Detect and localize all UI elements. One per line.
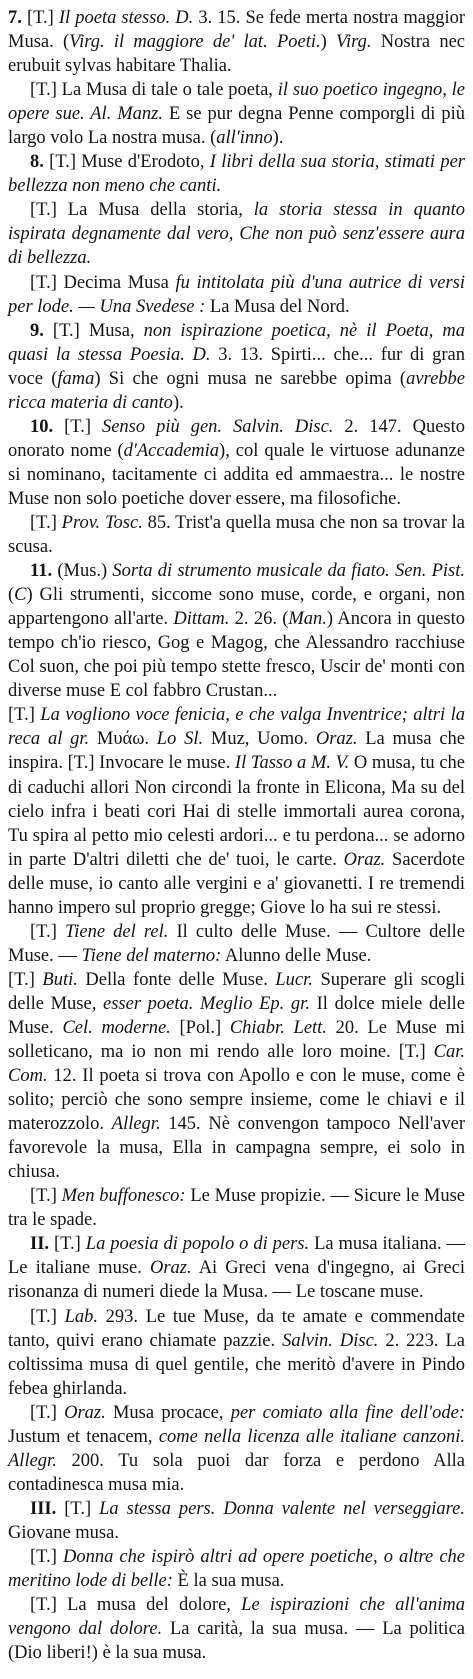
text-run: E se pur degna Penne comporgli di più largo volo La nostra musa. ( [8,104,465,149]
italic-text: non ispirazione poetica, nè il Poeta, ma quasi la stessa Poesia. D. [8,320,466,365]
dictionary-paragraph [8,1184,465,1232]
text-run: ( [8,585,15,606]
text-run: 145. Nè convengon tampoco Nell'aver favorevole la musa, Ella in campagna sempre, ei solo in chiusa. [8,1114,465,1183]
text-run: [T.] La Musa della storia, [30,200,254,221]
text-run: 3. 15. Se fede merta nostra maggior Musa. ( [8,8,465,53]
text-run: ) Gli strumenti, siccome sono muse, corde, e organi, non appartengono all'arte. [8,585,465,630]
italic-text: Tiene del materno: [81,945,222,966]
italic-text: come nella licenza alle italiane canzoni. Allegr. [8,1426,465,1471]
dictionary-paragraph [8,271,465,319]
text-run: Il culto delle Muse. — Cultore delle Muse. — [8,921,466,966]
dictionary-paragraph [8,198,465,270]
text-run: [T.] La musa del dolore, [30,1595,242,1616]
text-run: [T.] [53,1234,86,1255]
text-run: 2. 147. Questo onorato nome ( [8,416,466,461]
dictionary-paragraph [8,1545,465,1593]
italic-text: Car. Com. [8,1042,465,1087]
italic-text: La vogliono voce fenicia, e che valga Inventrice; altri la reca al gr. [8,705,465,750]
dictionary-paragraph [8,1232,465,1304]
text-run: È la sua musa. [172,1571,285,1592]
italic-text: fama [57,368,95,389]
italic-text: d'Accademia [123,440,220,461]
italic-text: Buti. [42,969,78,990]
sense-number: 8. [30,152,50,173]
italic-text: La stessa pers. Donna valente nel verseggiare. [99,1498,466,1519]
text-run: [T.] [8,705,41,726]
dictionary-paragraph [8,703,465,919]
italic-text: Virg. il maggiore de' lat. Poeti. [69,32,321,53]
text-run: [T.] Muse d'Erodoto, [49,152,210,173]
text-run: Le Muse propizie. — Sicure le Muse tra le spade. [8,1186,465,1231]
text-run: La musa che inspira. [T.] Invocare le muse. [8,729,465,774]
italic-text: La poesia di popolo o di pers. [85,1234,310,1255]
dictionary-paragraph [8,1593,465,1665]
text-run: 200. Tu sola puoi dar forza e perdono Alla contadinesca musa mia. [8,1450,465,1495]
text-run: [T.] [30,1402,65,1423]
text-run: ) [320,32,337,53]
italic-text: Lab. [64,1306,98,1327]
italic-text: Oraz. [343,849,386,870]
text-run: [T.] [30,512,62,533]
dictionary-paragraph [8,559,465,703]
text-run: [T.] Musa, [52,320,144,341]
italic-text: I libri della sua storia, stimati per bellezza non meno che canti. [8,152,465,197]
text-run: (Mus.) [57,561,113,582]
text-run: ), col quale le virtuose adunanze si nominano, tacitamente ci addita ed ammaestra... le nostre Muse non solo poetiche dover essere, ma filosofiche. [8,440,465,509]
sense-number: 9. [30,320,53,341]
italic-text: Prov. Tosc. [61,512,143,533]
text-run: ) Si che ogni musa ne sarebbe opima ( [94,368,407,389]
dictionary-paragraph [8,6,465,78]
text-run: 3. 13. Spirti... che... fur di gran voce ( [8,344,466,389]
text-run: Ai Greci vena d'ingegno, ai Greci risonanza di numeri diede la Musa. — Le toscane muse. [8,1258,465,1303]
text-run: [T.] Decima Musa [30,272,176,293]
italic-text: Dittam. [173,609,230,630]
italic-text: Allegr. [111,1114,161,1135]
text-run: Giovane musa. [8,1522,119,1543]
dictionary-paragraph [8,319,465,415]
sense-number: III. [30,1498,65,1519]
text-run: [T.] [30,1306,65,1327]
text-run: Muz, Uomo. [203,729,316,750]
text-run: ). [272,128,284,149]
sense-number: II. [30,1234,54,1255]
text-run: Il dolce miele delle Muse. [8,993,465,1038]
text-run: 293. Le tue Muse, da te amate e commendate tanto, quivi erano chiamate pazzie. [8,1306,465,1351]
italic-text: all'inno [216,128,273,149]
text-run: O musa, tu che di caduchi allori Non circondi la fronte in Elicona, Ma su del cielo infra i beati cori Hai di stelle immortali aurea corona, Tu spira al petto mio celesti ardori... e tu perdona... se adorno in parte D'altri diletti che de' tuoi, le carte. [8,753,465,870]
dictionary-paragraph [8,1401,465,1497]
italic-text: esser poeta. Meglio Ep. gr. [103,993,310,1014]
text-run: [T.] [26,8,59,28]
sense-number: 11. [30,561,58,582]
text-run: Μυάω. [89,729,157,750]
italic-text: Donna che ispirò altri ad opere poetiche, o altre che meritino lode di belle: [8,1547,466,1592]
italic-text: Lucr. [275,969,313,990]
text-run: [T.] [30,1547,63,1567]
italic-text: Senso più gen. Salvin. Disc. [101,416,334,437]
text-run: Nostra nec erubuit sylvas habitare Thalia. [8,32,465,77]
text-run: La musa italiana. — Le italiane muse. [8,1234,466,1279]
italic-text: fu intitolata più d'una autrice di versi per lode. — Una Svedese : [8,272,465,317]
dictionary-paragraph [8,78,465,150]
text-run: 20. Le Muse mi solleticano, ma io non mi rendo alle loro moine. [T.] [8,1017,465,1063]
italic-text: Oraz. [64,1402,106,1423]
italic-text: Virg. [336,32,372,53]
italic-text: Men buffonesco: [61,1186,186,1207]
text-run: [T.] [8,969,43,990]
italic-text: Sorta di strumento musicale da fiato. Sen. Pist. [112,561,465,582]
italic-text: il suo poetico ingegno, le opere sue. Al. Manz. [8,80,465,125]
text-run: 2. 26. ( [229,609,289,630]
text-run: [T.] [30,1186,62,1207]
text-run: 85. Trist'a quella musa che non sa trovar la scusa. [8,512,466,558]
text-run: [T.] [64,416,102,437]
text-run: [Pol.] [170,1017,230,1038]
text-run: ) Ancora in questo tempo ch'io riesco, Gog e Magog, che Alessandro racchiuse Col suon, che poi più tempo stette fresco, Uscir de' monti con diverse muse E col fabbro Crustan... [8,609,465,702]
italic-text: Il poeta stesso. D. [58,8,199,28]
italic-text: per comiato alla fine dell'ode: [230,1402,465,1423]
text-run: Sacerdote delle muse, io canto alle vergini e a' giovanetti. I re tremendi hanno impero sul proprio gregge; Giove lo ha sui re stessi. [8,849,465,918]
sense-number: 10. [30,416,65,437]
text-run: Justum et tenacem, [8,1426,159,1447]
text-run: ). [172,392,184,413]
dictionary-paragraph [8,150,465,198]
text-run: Della fonte delle Muse. [77,969,276,990]
italic-text: Salvin. Disc. [282,1330,379,1351]
dictionary-paragraph [8,511,465,559]
italic-text: avrebbe ricca materia di canto [8,368,465,413]
dictionary-paragraph [8,1305,465,1401]
text-run: [T.] [30,921,65,942]
dictionary-paragraph [8,920,465,968]
text-run: La carità, la sua musa. — La politica (Dio liberi!) è la sua musa. [8,1619,465,1664]
sense-number: 7. [8,8,27,28]
italic-text: la storia stessa in quanto ispirata degnamente dal vero, Che non può senz'essere aura di bellezza. [8,200,465,269]
italic-text: Oraz. [149,1258,192,1279]
italic-text: Oraz. [315,729,358,750]
text-run: 2. 223. La coltissima musa di quel gentile, che meritò d'avere in Pindo febea ghirlanda. [8,1330,465,1399]
italic-text: Le ispirazioni che all'anima vengono dal dolore. [8,1595,465,1640]
italic-text: Lo Sl. [156,729,204,750]
text-run: La Musa del Nord. [205,296,350,317]
text-run: [T.] [64,1498,100,1519]
italic-text: Tiene del rel. [64,921,169,942]
text-run: Superare gli scogli delle Muse, [8,969,466,1014]
text-run: [T.] La Musa di tale o tale poeta, [30,80,278,101]
italic-text: Man. [288,609,327,630]
text-run: Musa procace, [105,1402,231,1423]
italic-text: Il Tasso a M. V. [234,753,350,774]
italic-text: C [14,585,27,606]
dictionary-paragraph [8,968,465,1184]
italic-text: Cel. moderne. [62,1017,171,1038]
text-run: Alunno delle Muse. [221,945,372,966]
text-run: 12. Il poeta si trova con Apollo e con le muse, come è solito; perciò che sono sempre insieme, come le chiavi e il materozzolo. [8,1066,465,1135]
dictionary-paragraph [8,1497,465,1545]
italic-text: Chiabr. Lett. [229,1017,327,1038]
dictionary-paragraph [8,415,465,511]
